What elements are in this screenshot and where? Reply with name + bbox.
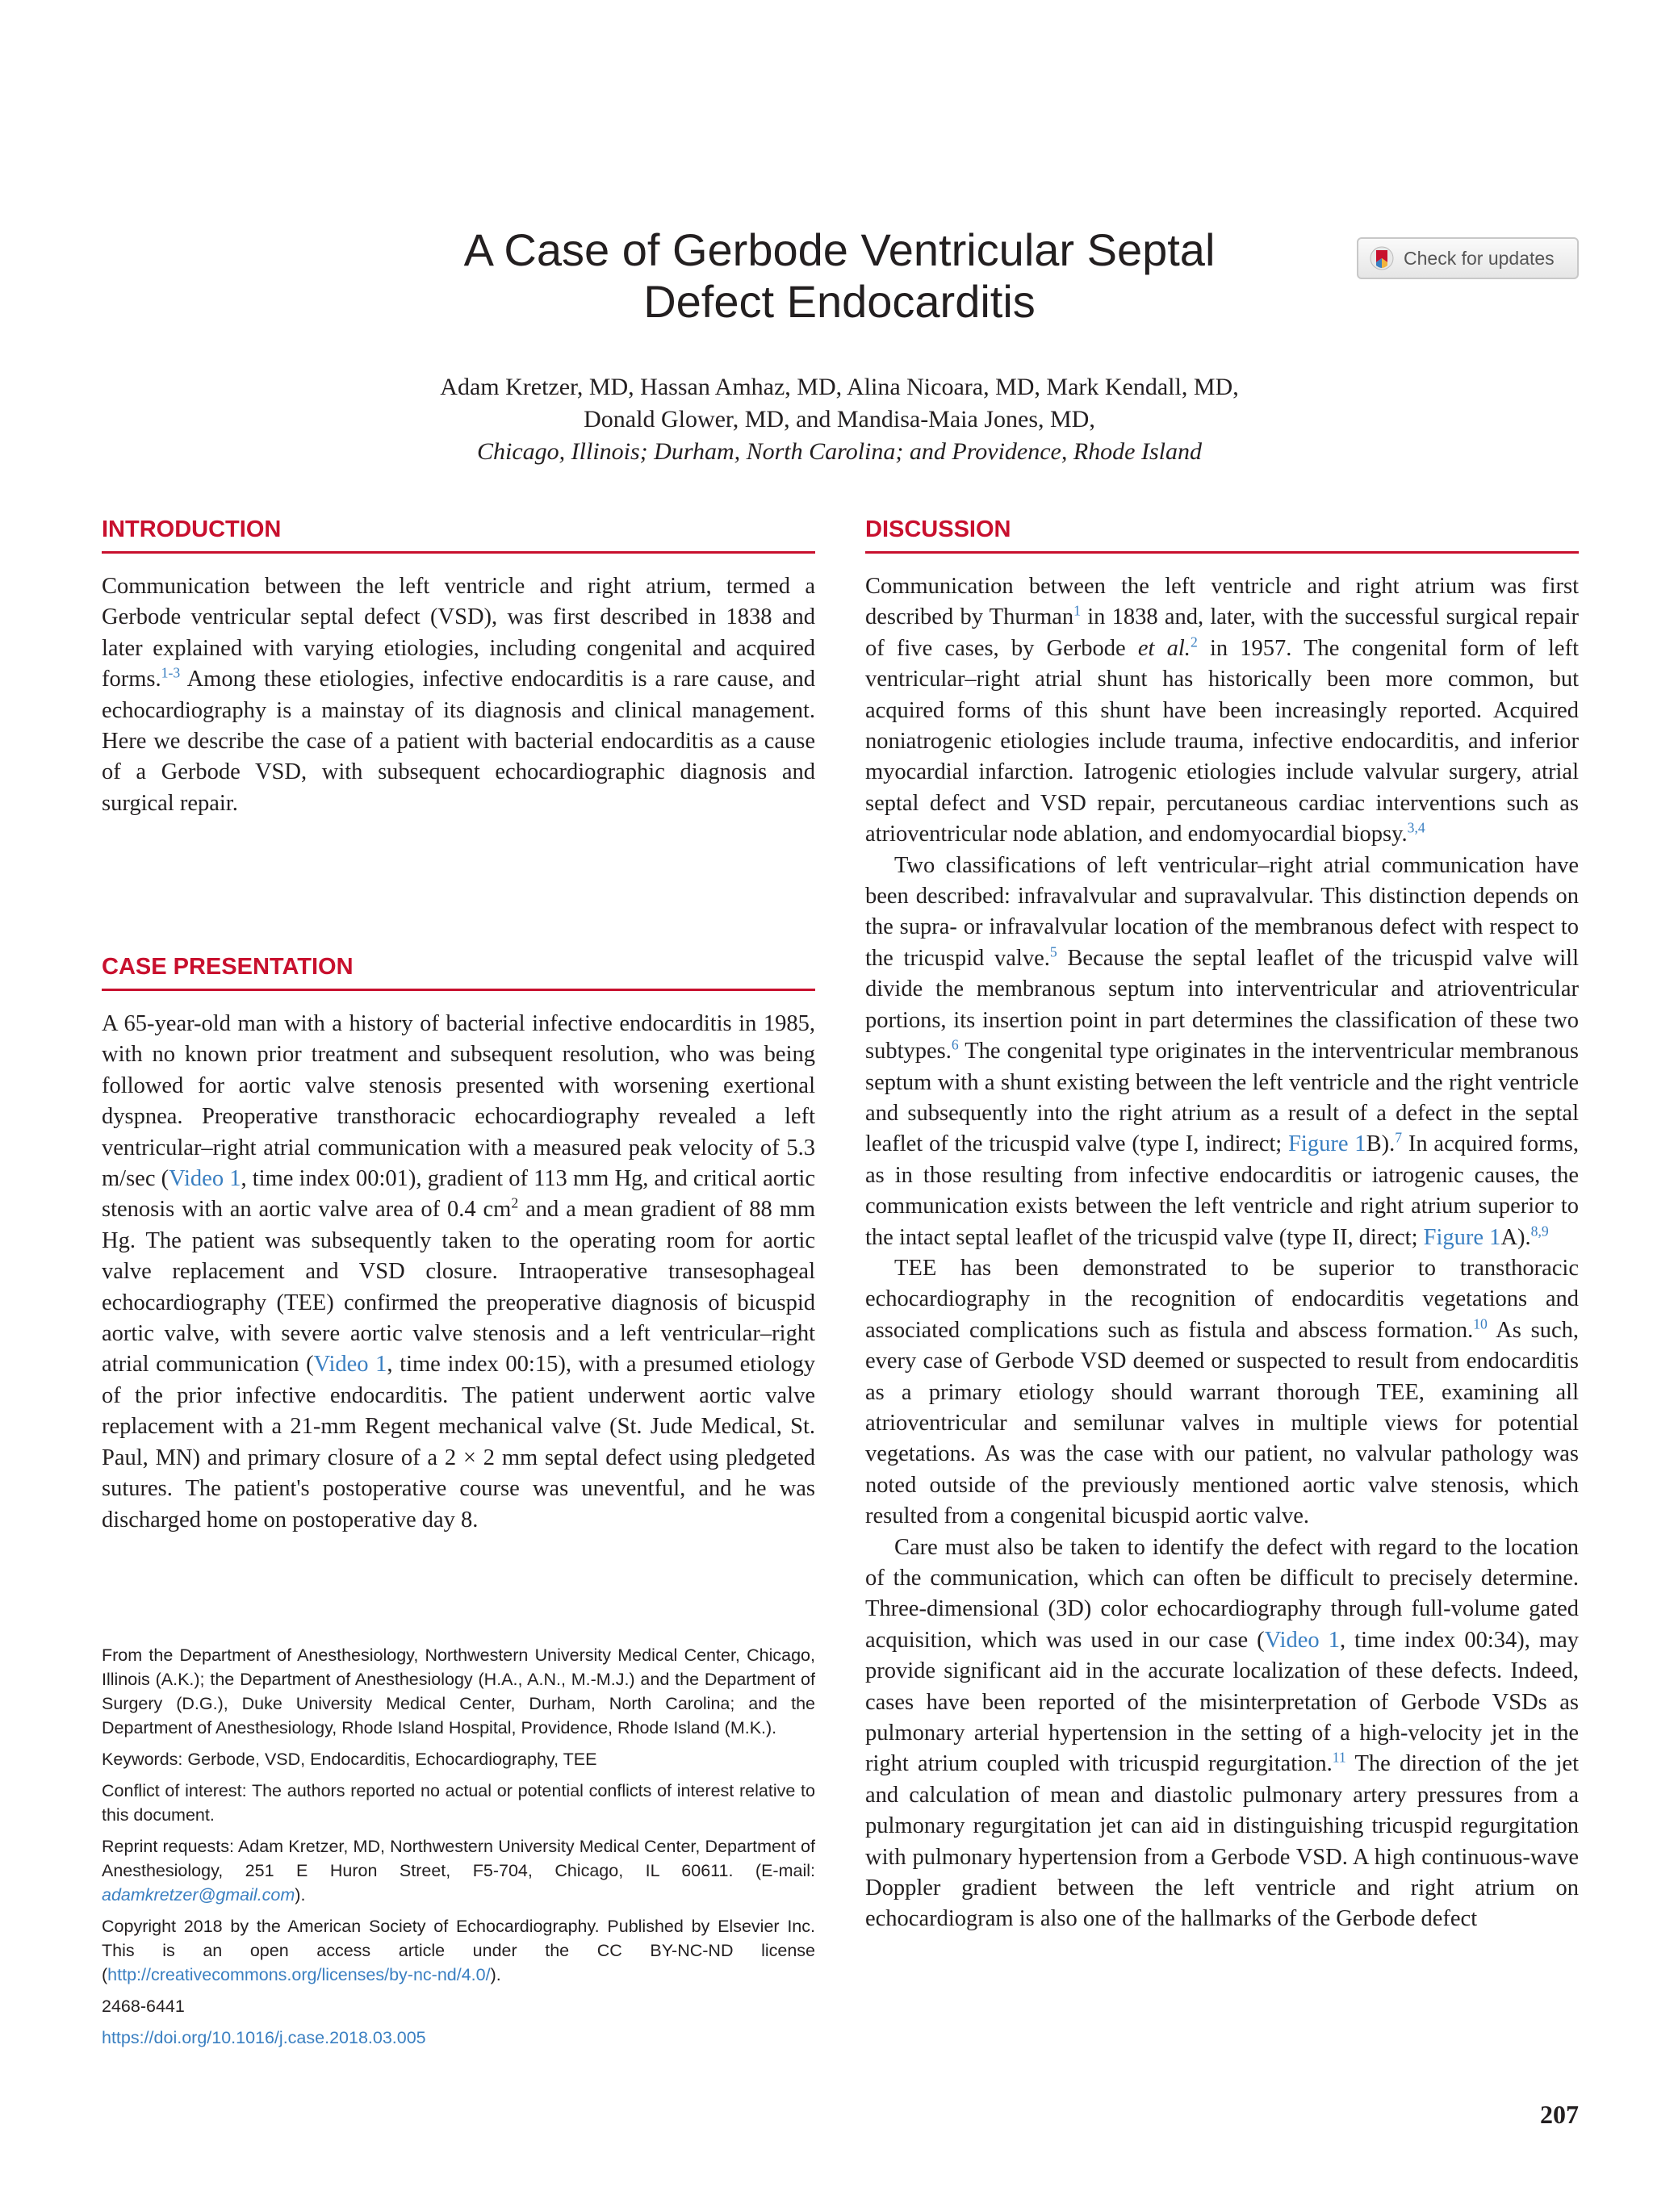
introduction-heading: INTRODUCTION xyxy=(102,516,815,554)
case-presentation-section xyxy=(102,954,815,1536)
citation-ref[interactable]: 1 xyxy=(1073,602,1081,619)
disc-p4-text-1: Care must also be taken to identify the defect with regard to the location of the communication, which can often be difficult to precisely determine. Three-dimensional (3D) color echocardiography through full-volume gated acquisition, which was used in our case ( xyxy=(865,1534,1579,1653)
title-line-1: A Case of Gerbode Ventricular Septal xyxy=(463,224,1216,275)
crossmark-icon xyxy=(1370,246,1394,270)
video-1-link[interactable]: Video 1 xyxy=(169,1166,241,1192)
intro-citation[interactable]: 1-3 xyxy=(161,664,181,681)
case-presentation-text xyxy=(102,1009,815,1536)
disc-p1-text-2: in 1838 and, later, with the successful surgical repair of five cases, by Gerbode xyxy=(865,604,1579,661)
disc-p3-text-2: As such, every case of Gerbode VSD deemed or suspected to result from endocarditis as a primary etiology should warrant thorough TEE, examining all atrioventricular and semilunar valves in multiple views for potential vegetations. As was the case with our patient, no valvular pathology was noted outside of the previously mentioned aortic valve stenosis, which resulted from a congenital bicuspid aortic valve. xyxy=(865,1317,1579,1529)
page-number: 207 xyxy=(1540,2100,1579,2129)
video-1-link[interactable]: Video 1 xyxy=(313,1352,387,1378)
disc-p1-text-3: in 1957. The congenital form of left ventricular–right atrial shunt has historically been more common, but acquired forms of this shunt have been increasingly reported. Acquired noniatrogenic etiologies include trauma, infective endocarditis, and inferior myocardial infarction. Iatrogenic etiologies include valvular surgery, atrial septal defect and VSD repair, percutaneous cardiac interventions such as atrioventricular node ablation, and endomyocardial biopsy. xyxy=(865,635,1579,847)
disc-p2-text-5: In acquired forms, as in those resulting from infective endocarditis or iatrogenic causes, the communication exists between the left ventricle and right atrium superior to the intact septal leaflet of the tricuspid valve (type II, direct; xyxy=(865,1131,1579,1250)
author-block xyxy=(242,371,1437,468)
footnote-affiliations: From the Department of Anesthesiology, Northwestern University Medical Center, Chicago, Illinois (A.K.); the Department of Anesthesiology (H.A., A.N., M.-M.J.) and the Department of Surgery (D.G.), Duke University Medical Center, Durham, North Carolina; and the Department of Anesthesiology, Rhode Island Hospital, Providence, Rhode Island (M.K.). xyxy=(102,1645,815,1737)
disc-p2-text-3: The congenital type originates in the interventricular membranous septum with a shunt existing between the left ventricle and the right ventricle and subsequently into the right atrium as a result of a defect in the septal leaflet of the tricuspid valve (type I, indirect; xyxy=(865,1039,1579,1157)
footnote-reprint xyxy=(102,1834,815,1907)
superscript-squared: 2 xyxy=(511,1194,519,1211)
doi-link[interactable]: https://doi.org/10.1016/j.case.2018.03.005 xyxy=(102,2028,426,2047)
discussion-section xyxy=(865,516,1579,1935)
copyright-end: ). xyxy=(490,1965,501,1984)
figure-1-link[interactable]: Figure 1 xyxy=(1423,1224,1501,1250)
article-title xyxy=(355,224,1324,328)
copyright-text: Copyright 2018 by the American Society of Echocardiography. Published by Elsevier Inc. This is an open access article under the CC BY-NC-ND license ( xyxy=(102,1917,815,1984)
reprint-end: ). xyxy=(295,1885,306,1905)
disc-p4-text-2: , time index 00:34), may provide significant aid in the accurate localization of these defects. Indeed, cases have been reported of the misinterpretation of Gerbode VSDs as pulmonary arterial hypertension in the setting of a high-velocity jet in the right atrium coupled with tricuspid regurgitation. xyxy=(865,1627,1580,1777)
discussion-paragraph-2 xyxy=(865,851,1579,1253)
intro-text-2: Among these etiologies, infective endocarditis is a rare cause, and echocardiography is a mainstay of its diagnosis and clinical management. Here we describe the case of a patient with bacterial endocarditis as a cause of a Gerbode VSD, with subsequent echocardiographic diagnosis and surgical repair. xyxy=(102,667,815,816)
introduction-section xyxy=(102,516,815,819)
disc-p2-text-2: Because the septal leaflet of the tricuspid valve will divide the membranous septum into interventricular and atrioventricular portions, its insertion point in part determines the classification of these two subtypes. xyxy=(865,945,1579,1064)
et-al: et al. xyxy=(1137,635,1191,661)
email-link[interactable]: adamkretzer@gmail.com xyxy=(102,1885,295,1905)
discussion-paragraph-4 xyxy=(865,1533,1579,1935)
authors-line-2: Donald Glower, MD, and Mandisa-Maia Jones, MD, xyxy=(584,406,1095,433)
footnote-keywords: Keywords: Gerbode, VSD, Endocarditis, Echocardiography, TEE xyxy=(102,1750,597,1769)
disc-p2-text-1: Two classifications of left ventricular–right atrial communication have been described: infravalvular and supravalvular. This distinction depends on the supra- or infravalvular location of the membranous defect with respect to the tricuspid valve. xyxy=(865,852,1579,971)
disc-p2-text-4: B). xyxy=(1366,1131,1396,1157)
case-presentation-heading: CASE PRESENTATION xyxy=(102,954,815,991)
citation-ref[interactable]: 8,9 xyxy=(1530,1223,1549,1240)
footnotes xyxy=(102,1643,815,2057)
disc-p3-text-1: TEE has been demonstrated to be superior to transthoracic echocardiography in the recognition of endocarditis vegetations and associated complications such as fistula and abscess formation. xyxy=(865,1255,1579,1343)
footnote-conflict: Conflict of interest: The authors reported no actual or potential conflicts of interest relative to this document. xyxy=(102,1781,815,1825)
discussion-text xyxy=(865,571,1579,1935)
case-text-3: and a mean gradient of 88 mm Hg. The patient was subsequently taken to the operating room for aortic valve replacement and VSD closure. Intraoperative transesophageal echocardiography (TEE) confirmed the preoperative diagnosis of bicuspid aortic valve, with severe aortic valve stenosis and a left ventricular–right atrial communication ( xyxy=(102,1197,815,1378)
citation-ref[interactable]: 10 xyxy=(1473,1315,1488,1332)
disc-p1-text-1: Communication between the left ventricle and right atrium was first described by Thurman xyxy=(865,574,1579,630)
check-for-updates-label: Check for updates xyxy=(1404,247,1555,269)
discussion-paragraph-3 xyxy=(865,1253,1579,1533)
citation-ref[interactable]: 7 xyxy=(1395,1129,1403,1146)
introduction-text xyxy=(102,571,815,819)
check-for-updates-button[interactable] xyxy=(1357,237,1579,279)
case-text-4: , time index 00:15), with a presumed etiology of the prior infective endocarditis. The patient underwent aortic valve replacement with a 21-mm Regent mechanical valve (St. Jude Medical, St. Paul, MN) and primary closure of a 2 × 2 mm septal defect using pledgeted sutures. The patient's postoperative course was uneventful, and he was discharged home on postoperative day 8. xyxy=(102,1352,815,1533)
citation-ref[interactable]: 6 xyxy=(951,1036,959,1053)
footnote-copyright xyxy=(102,1914,815,1987)
citation-ref[interactable]: 11 xyxy=(1332,1749,1346,1766)
figure-1-link[interactable]: Figure 1 xyxy=(1288,1131,1366,1157)
video-1-link[interactable]: Video 1 xyxy=(1264,1627,1340,1653)
disc-p2-text-6: A). xyxy=(1500,1224,1531,1250)
case-text-1: A 65-year-old man with a history of bacterial infective endocarditis in 1985, with no known prior treatment and subsequent resolution, who was being followed for aortic valve stenosis presented with worsening exertional dyspnea. Preoperative transthoracic echocardiography revealed a left ventricular–right atrial communication with a measured peak velocity of 5.3 m/sec ( xyxy=(102,1011,815,1192)
citation-ref[interactable]: 5 xyxy=(1049,943,1057,960)
citation-ref[interactable]: 2 xyxy=(1190,633,1198,650)
case-text-2: , time index 00:01), gradient of 113 mm Hg, and critical aortic stenosis with an aortic valve area of 0.4 cm xyxy=(102,1166,815,1223)
footnote-issn: 2468-6441 xyxy=(102,1997,185,2016)
discussion-heading: DISCUSSION xyxy=(865,516,1579,554)
citation-ref[interactable]: 3,4 xyxy=(1407,819,1425,836)
title-line-2: Defect Endocarditis xyxy=(643,276,1036,327)
intro-text-1: Communication between the left ventricle and right atrium, termed a Gerbode ventricular septal defect (VSD), was first described in 1838 and later explained with varying etiologies, including congenital and acquired forms. xyxy=(102,574,815,692)
license-link[interactable]: http://creativecommons.org/licenses/by-nc-nd/4.0/ xyxy=(107,1965,491,1984)
affiliation-line: Chicago, Illinois; Durham, North Carolina; and Providence, Rhode Island xyxy=(477,438,1202,465)
disc-p4-text-3: The direction of the jet and calculation of mean and diastolic pulmonary artery pressures from a pulmonary regurgitation jet can aid in distinguishing tricuspid regurgitation with pulmonary hypertension from a Gerbode VSD. A high continuous-wave Doppler gradient between the left ventricle and right atrium on echocardiogram is also one of the hallmarks of the Gerbode defect xyxy=(865,1751,1579,1932)
authors-line-1: Adam Kretzer, MD, Hassan Amhaz, MD, Alina Nicoara, MD, Mark Kendall, MD, xyxy=(440,374,1239,400)
reprint-text: Reprint requests: Adam Kretzer, MD, Northwestern University Medical Center, Department of Anesthesiology, 251 E Huron Street, F5-704, Chicago, IL 60611. (E-mail: xyxy=(102,1837,815,1880)
discussion-paragraph-1 xyxy=(865,571,1579,851)
